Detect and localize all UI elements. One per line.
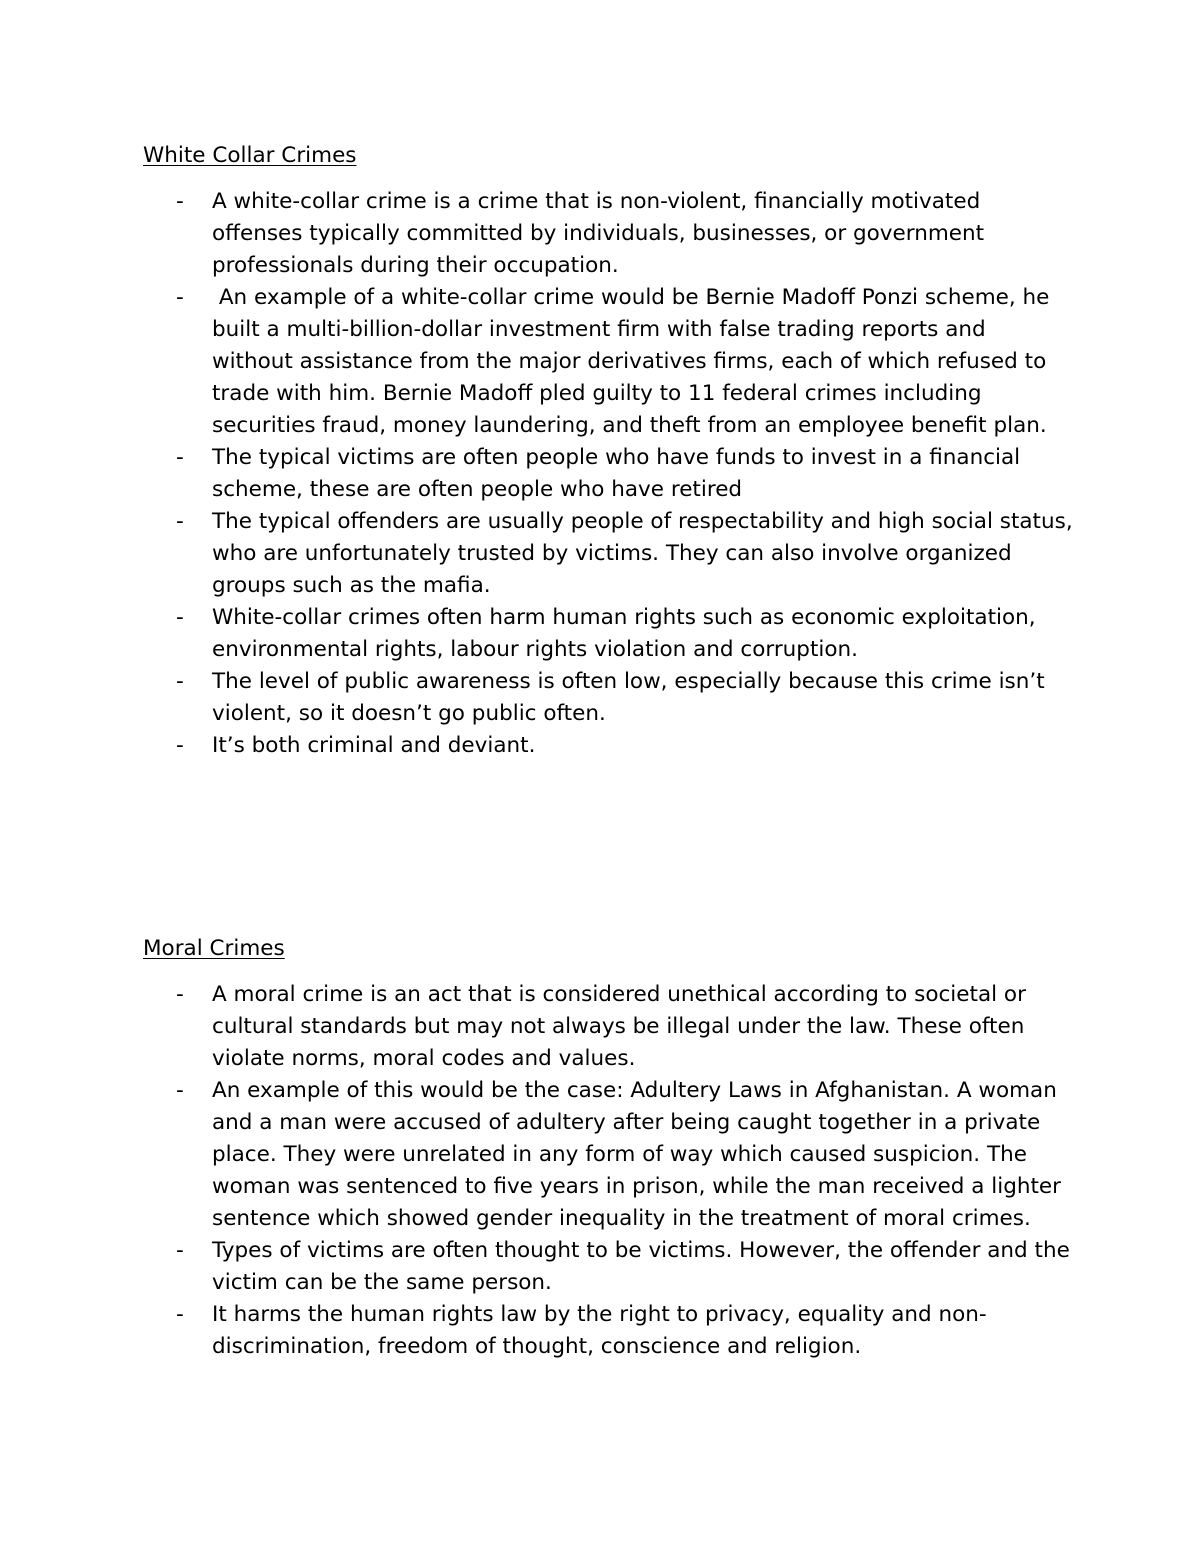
bullet-list <box>143 979 1073 1363</box>
bullet-dash: - <box>176 509 184 534</box>
list-item-text: A moral crime is an act that is considered unethical according to societal or cultural standards but may not always be illegal under the law. These often violate norms, moral codes and values. <box>212 982 1026 1071</box>
list-item <box>143 282 1073 442</box>
list-item-text: It harms the human rights law by the right to privacy, equality and non-discrimination, freedom of thought, conscience and religion. <box>212 1302 987 1359</box>
list-item <box>143 1235 1073 1299</box>
bullet-dash: - <box>176 285 184 310</box>
list-item <box>143 979 1073 1075</box>
bullet-dash: - <box>176 189 184 214</box>
list-item <box>143 730 1073 762</box>
bullet-dash: - <box>176 733 184 758</box>
bullet-dash: - <box>176 605 184 630</box>
list-item <box>143 1299 1073 1363</box>
list-item <box>143 602 1073 666</box>
section-heading: Moral Crimes <box>143 936 285 961</box>
list-item <box>143 666 1073 730</box>
bullet-dash: - <box>176 1078 184 1103</box>
bullet-dash: - <box>176 982 184 1007</box>
list-item-text: The typical victims are often people who have funds to invest in a financial scheme, these are often people who have retired <box>212 445 1021 502</box>
list-item-text: White-collar crimes often harm human rights such as economic exploitation, environmental rights, labour rights violation and corruption. <box>212 605 1036 662</box>
list-item <box>143 186 1073 282</box>
list-item-text: An example of this would be the case: Adultery Laws in Afghanistan. A woman and a man were accused of adultery after being caught together in a private place. They were unrelated in any form of way which caused suspicion. The woman was sentenced to five years in prison, while the man received a lighter sentence which showed gender inequality in the treatment of moral crimes. <box>212 1078 1061 1231</box>
list-item-text: A white-collar crime is a crime that is non-violent, financially motivated offenses typically committed by individuals, businesses, or government professionals during their occupation. <box>212 189 985 278</box>
list-item <box>143 506 1073 602</box>
bullet-dash: - <box>176 445 184 470</box>
section-moral-crimes <box>143 933 1073 1363</box>
list-item-text: It’s both criminal and deviant. <box>212 733 536 758</box>
section-heading: White Collar Crimes <box>143 143 357 168</box>
bullet-list <box>143 186 1073 762</box>
list-item <box>143 442 1073 506</box>
list-item-text: An example of a white-collar crime would be Bernie Madoff Ponzi scheme, he built a multi-billion-dollar investment firm with false trading reports and without assistance from the major derivatives firms, each of which refused to trade with him. Bernie Madoff pled guilty to 11 federal crimes including securities fraud, money laundering, and theft from an employee benefit plan. <box>212 285 1057 438</box>
bullet-dash: - <box>176 1238 184 1263</box>
bullet-dash: - <box>176 669 184 694</box>
list-item <box>143 1075 1073 1235</box>
list-item-text: Types of victims are often thought to be victims. However, the offender and the victim can be the same person. <box>212 1238 1070 1295</box>
list-item-text: The typical offenders are usually people of respectability and high social status, who are unfortunately trusted by victims. They can also involve organized groups such as the mafia. <box>212 509 1073 598</box>
bullet-dash: - <box>176 1302 184 1327</box>
section-white-collar-crimes <box>143 140 1073 762</box>
list-item-text: The level of public awareness is often low, especially because this crime isn’t violent, so it doesn’t go public often. <box>212 669 1045 726</box>
